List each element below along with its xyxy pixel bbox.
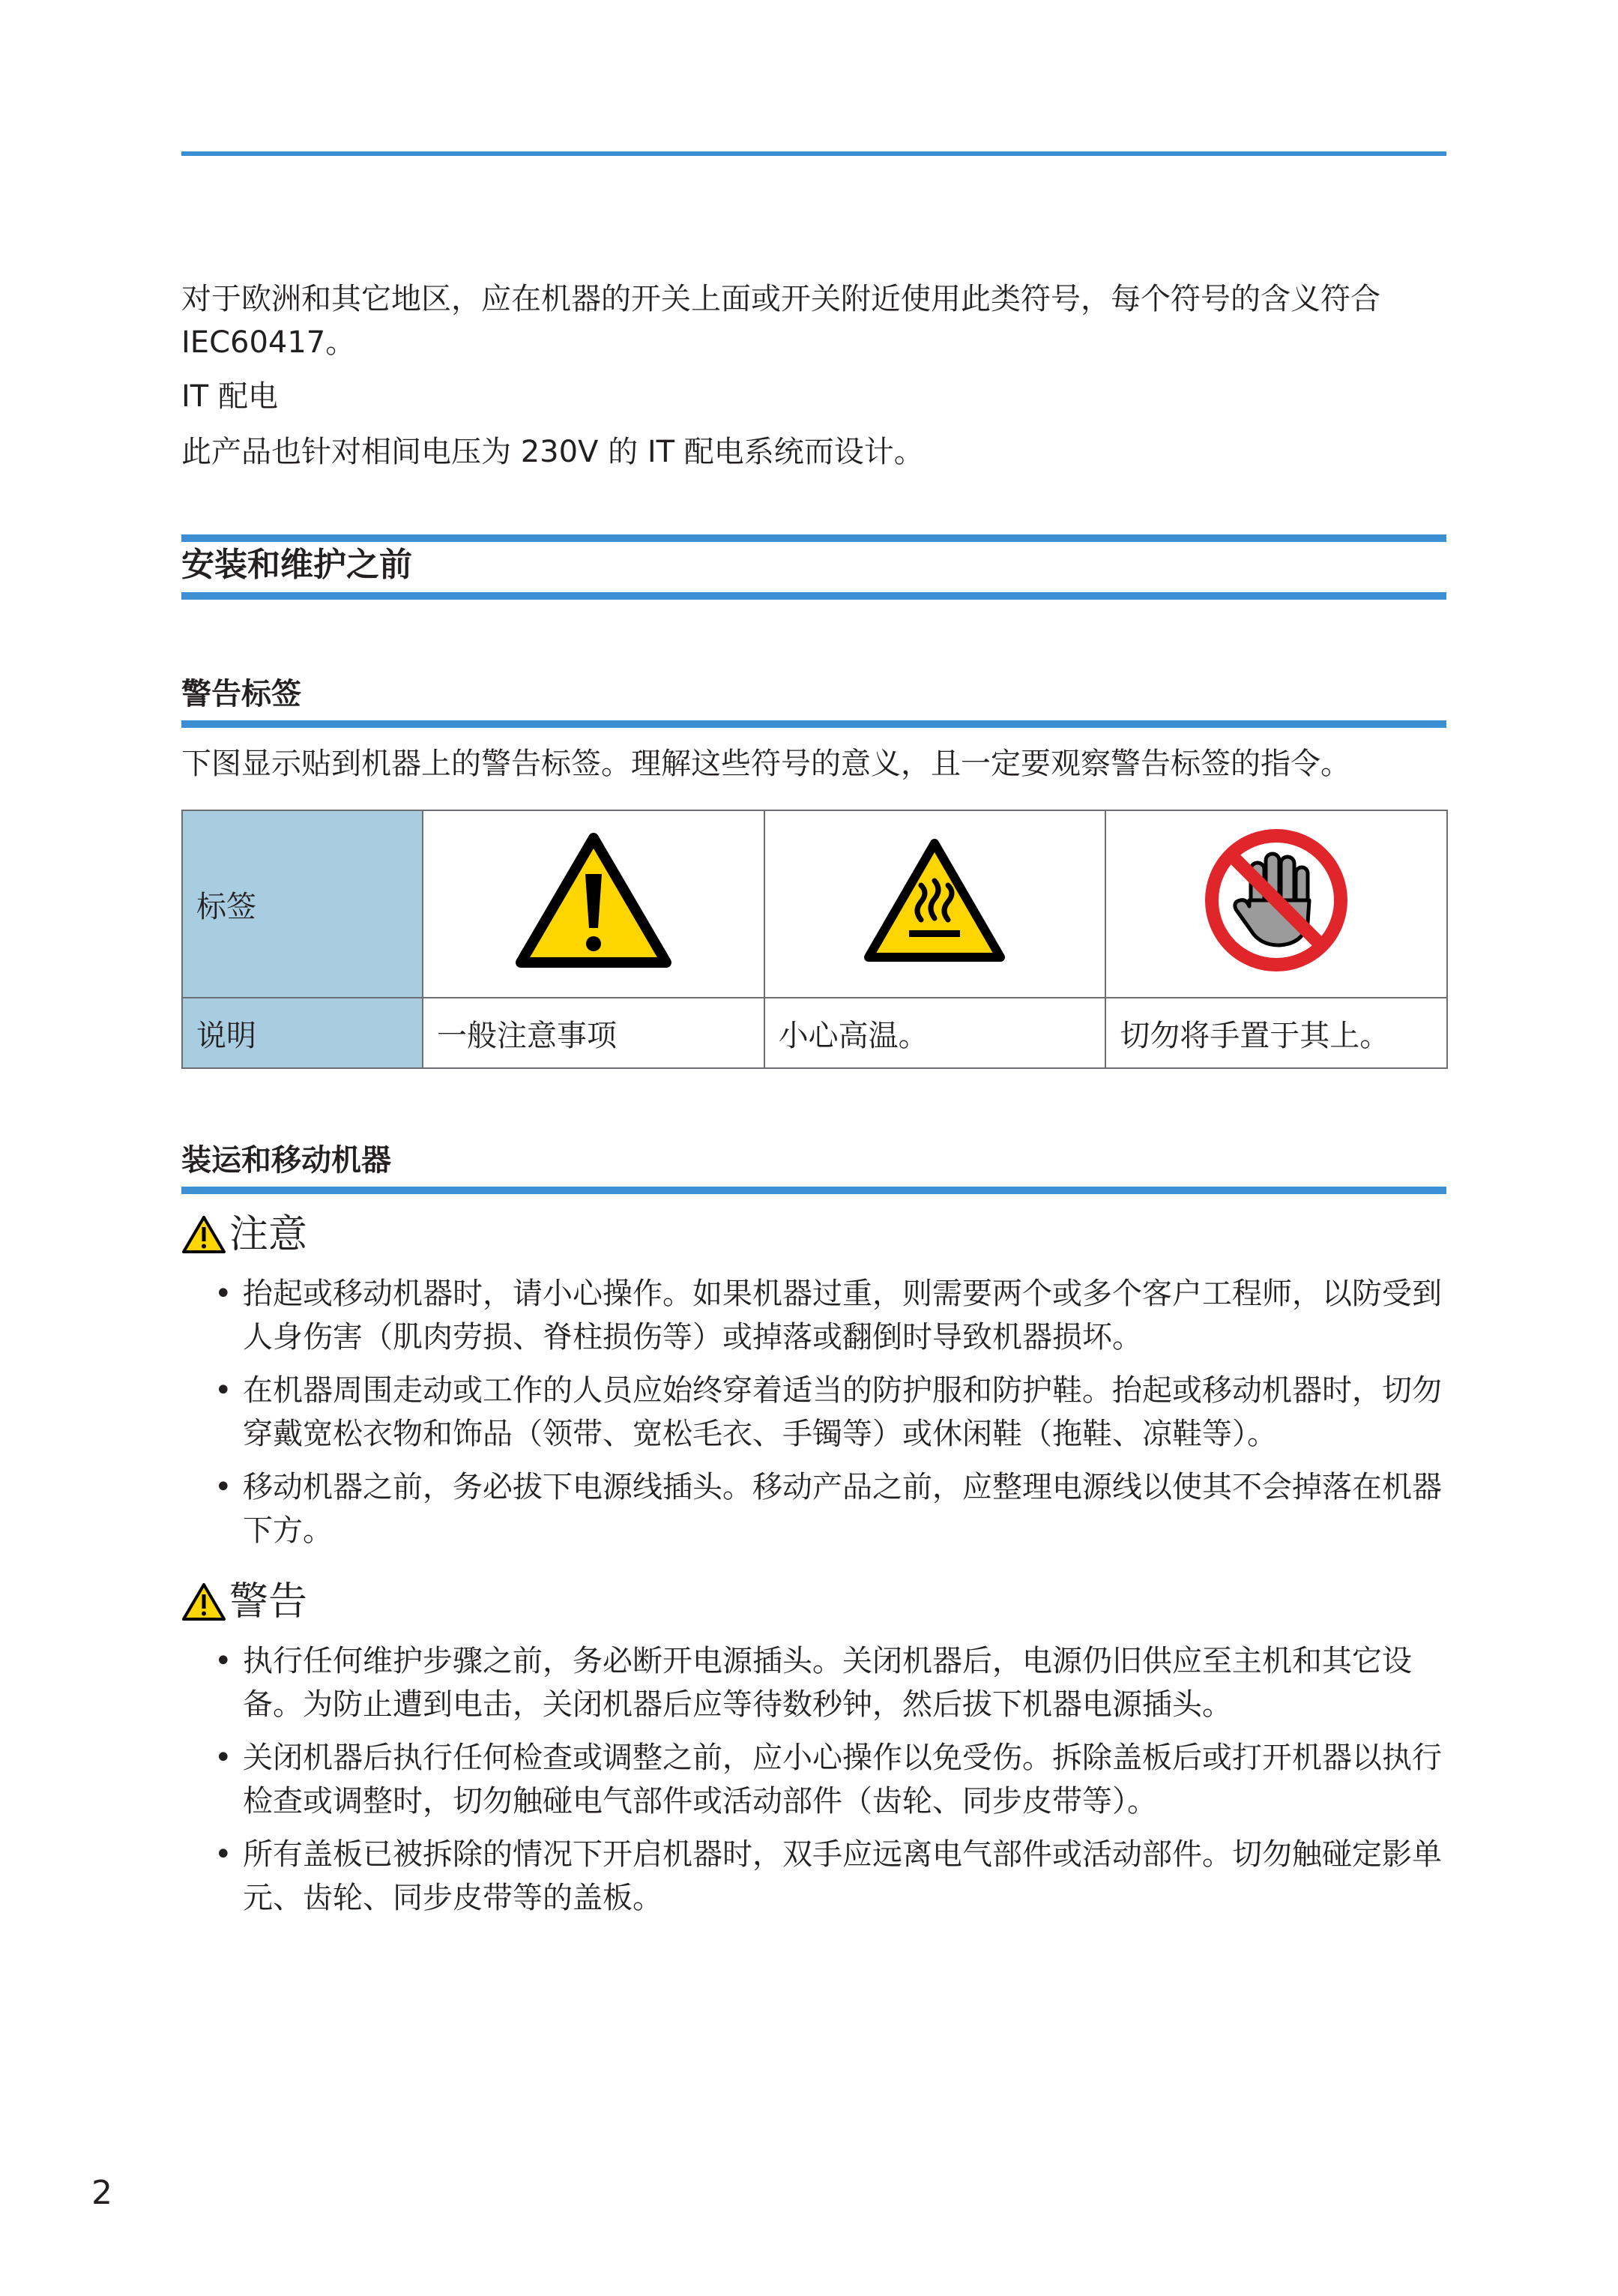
- table-row: [182, 998, 1447, 1068]
- warning-notice: [181, 1576, 307, 1628]
- warning-list: [181, 1639, 1448, 1929]
- no-hand-icon: [1201, 825, 1351, 975]
- warning-labels-description: 下图显示贴到机器上的警告标签。理解这些符号的意义，且一定要观察警告标签的指令。: [181, 747, 1350, 781]
- intro-paragraph: 对于欧洲和其它地区，应在机器的开关上面或开关附近使用此类符号，每个符号的含义符合IEC60417。: [181, 282, 1380, 360]
- transport-rule: [181, 1187, 1446, 1194]
- list-item: • 在机器周围走动或工作的人员应始终穿着适当的防护服和防护鞋。抬起或移动机器时，切勿穿戴宽松衣物和饰品（领带、宽松毛衣、手镯等）或休闲鞋（拖鞋、凉鞋等）。: [181, 1369, 1448, 1456]
- warning-labels-table: [181, 810, 1448, 1069]
- it-text: 此产品也针对相间电压为 230V 的 IT 配电系统而设计。: [181, 435, 924, 469]
- warning-labels-rule: [181, 720, 1446, 728]
- table-cell: 切勿将手置于其上。: [1105, 998, 1447, 1068]
- caution-list: [181, 1272, 1448, 1562]
- row-desc-cell: 说明: [182, 998, 423, 1068]
- caution-notice: [181, 1208, 307, 1261]
- caution-title: 注意: [229, 1212, 308, 1257]
- list-item: • 关闭机器后执行任何检查或调整之前，应小心操作以免受伤。拆除盖板后或打开机器以执行检查或调整时，切勿触碰电气部件或活动部件（齿轮、同步皮带等）。: [181, 1736, 1448, 1823]
- list-item: • 执行任何维护步骤之前，务必断开电源插头。关闭机器后，电源仍旧供应至主机和其它设备。为防止遭到电击，关闭机器后应等待数秒钟，然后拔下机器电源插头。: [181, 1639, 1448, 1726]
- table-cell: [1105, 810, 1447, 998]
- table-cell: [764, 810, 1106, 998]
- section-rule-bottom: [181, 592, 1446, 600]
- general-caution-icon: [513, 829, 674, 971]
- list-item: • 所有盖板已被拆除的情况下开启机器时，双手应远离电气部件或活动部件。切勿触碰定影单元、齿轮、同步皮带等的盖板。: [181, 1833, 1448, 1920]
- list-item: • 抬起或移动机器时，请小心操作。如果机器过重，则需要两个或多个客户工程师，以防受到人身伤害（肌肉劳损、脊柱损伤等）或掉落或翻倒时导致机器损坏。: [181, 1272, 1448, 1359]
- top-rule: [181, 151, 1446, 156]
- transport-heading: 装运和移动机器: [181, 1143, 391, 1178]
- it-heading: IT 配电: [181, 379, 278, 414]
- warning-triangle-icon: [181, 1582, 226, 1622]
- section-title: 安装和维护之前: [181, 546, 412, 584]
- list-item: • 移动机器之前，务必拔下电源线插头。移动产品之前，应整理电源线以使其不会掉落在机器下方。: [181, 1465, 1448, 1552]
- table-cell: 小心高温。: [764, 998, 1106, 1068]
- hot-surface-icon: [860, 833, 1009, 968]
- row-label-cell: 标签: [182, 810, 423, 998]
- page-number: 2: [91, 2174, 112, 2212]
- warning-title: 警告: [229, 1579, 308, 1624]
- table-row: [182, 810, 1447, 998]
- table-cell: 一般注意事项: [423, 998, 764, 1068]
- caution-triangle-icon: [181, 1214, 226, 1255]
- table-cell: [423, 810, 764, 998]
- warning-labels-heading: 警告标签: [181, 677, 301, 711]
